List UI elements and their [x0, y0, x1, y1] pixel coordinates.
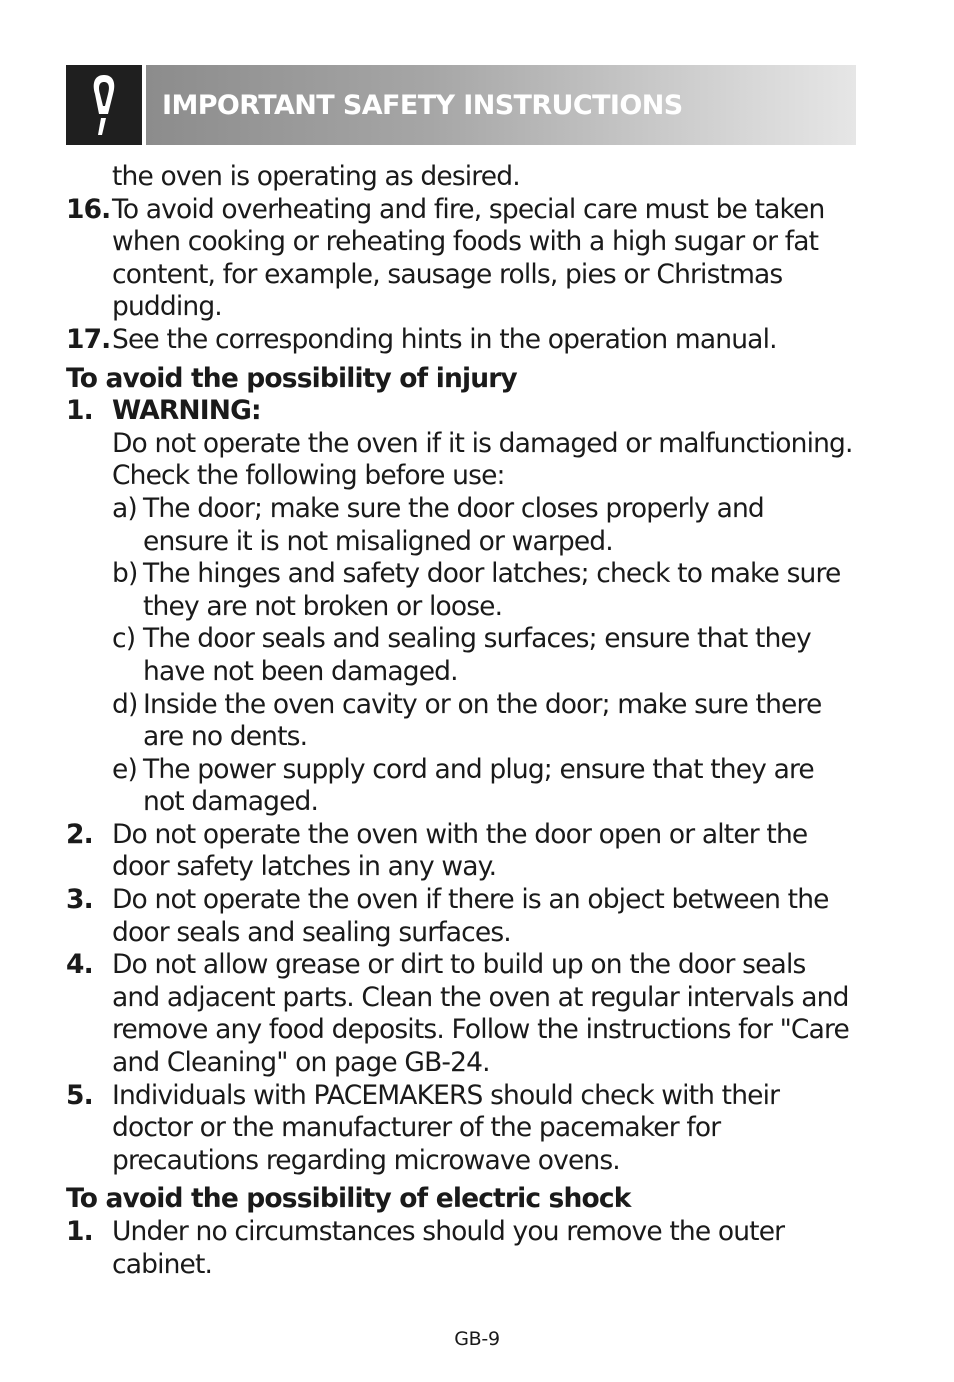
shock-heading: To avoid the possibility of electric shock	[66, 1183, 631, 1215]
check-text: The door seals and sealing surfaces; ensure that they have not been damaged.	[143, 623, 811, 687]
item-text: Under no circumstances should you remove the outer cabinet.	[112, 1216, 785, 1280]
continued-text: the oven is operating as desired.	[112, 161, 520, 192]
item-number: 16.	[66, 193, 111, 225]
injury-heading: To avoid the possibility of injury	[66, 362, 517, 394]
check-item	[66, 558, 856, 623]
check-text: The hinges and safety door latches; check to make sure they are not broken or loose.	[143, 558, 841, 622]
list-item	[66, 819, 856, 884]
item-text: Do not operate the oven if there is an object between the door seals and sealing surfaces.	[112, 884, 829, 948]
check-item	[66, 754, 856, 819]
check-item	[66, 493, 856, 558]
item-number: 2.	[66, 818, 93, 850]
check-item	[66, 623, 856, 688]
list-item	[66, 194, 856, 324]
page-title: IMPORTANT SAFETY INSTRUCTIONS	[162, 89, 683, 121]
item-number: 17.	[66, 323, 111, 355]
exclamation-icon	[84, 72, 124, 138]
list-item	[66, 395, 856, 428]
check-letter: d)	[112, 688, 138, 720]
warning-exclamation-icon	[66, 65, 142, 145]
check-text: Inside the oven cavity or on the door; make sure there are no dents.	[143, 688, 822, 753]
list-item	[66, 949, 856, 1079]
item-number: 1.	[66, 1216, 93, 1247]
check-item	[66, 689, 856, 754]
instructions-body	[66, 161, 856, 1281]
warning-text: Do not operate the oven if it is damaged or malfunctioning. Check the following before use:	[112, 427, 853, 492]
item-text: See the corresponding hints in the operation manual.	[112, 323, 777, 355]
check-letter: b)	[112, 558, 138, 590]
warning-label: WARNING:	[112, 395, 261, 427]
item-text: Do not operate the oven with the door open or alter the door safety latches in any way.	[112, 818, 808, 883]
page-number: GB-9	[454, 1328, 500, 1350]
item-number: 5.	[66, 1079, 93, 1111]
item-text: Individuals with PACEMAKERS should check with their doctor or the manufacturer of the pacemaker for precautions regarding microwave ovens.	[112, 1079, 780, 1176]
list-item	[66, 324, 856, 357]
check-text: The door; make sure the door closes properly and ensure it is not misaligned or warped.	[143, 492, 764, 557]
item-number: 3.	[66, 884, 93, 916]
list-item	[66, 1080, 856, 1178]
section-header	[66, 65, 856, 145]
item-text: Do not allow grease or dirt to build up on the door seals and adjacent parts. Clean the oven at regular intervals and remove any food deposits. Follow the instructions for "Care and Cleaning" on page GB-24.	[112, 949, 849, 1079]
check-letter: c)	[112, 623, 136, 655]
check-text: The power supply cord and plug; ensure that they are not damaged.	[143, 753, 814, 818]
list-item	[66, 884, 856, 949]
item-number: 1.	[66, 395, 93, 427]
item-text: To avoid overheating and fire, special care must be taken when cooking or reheating foods with a high sugar or fat content, for example, sausage rolls, pies or Christmas pudding.	[112, 193, 825, 323]
check-letter: e)	[112, 753, 137, 785]
check-letter: a)	[112, 492, 137, 524]
item-number: 4.	[66, 949, 93, 981]
header-bar	[146, 65, 856, 145]
list-item	[66, 1216, 856, 1281]
